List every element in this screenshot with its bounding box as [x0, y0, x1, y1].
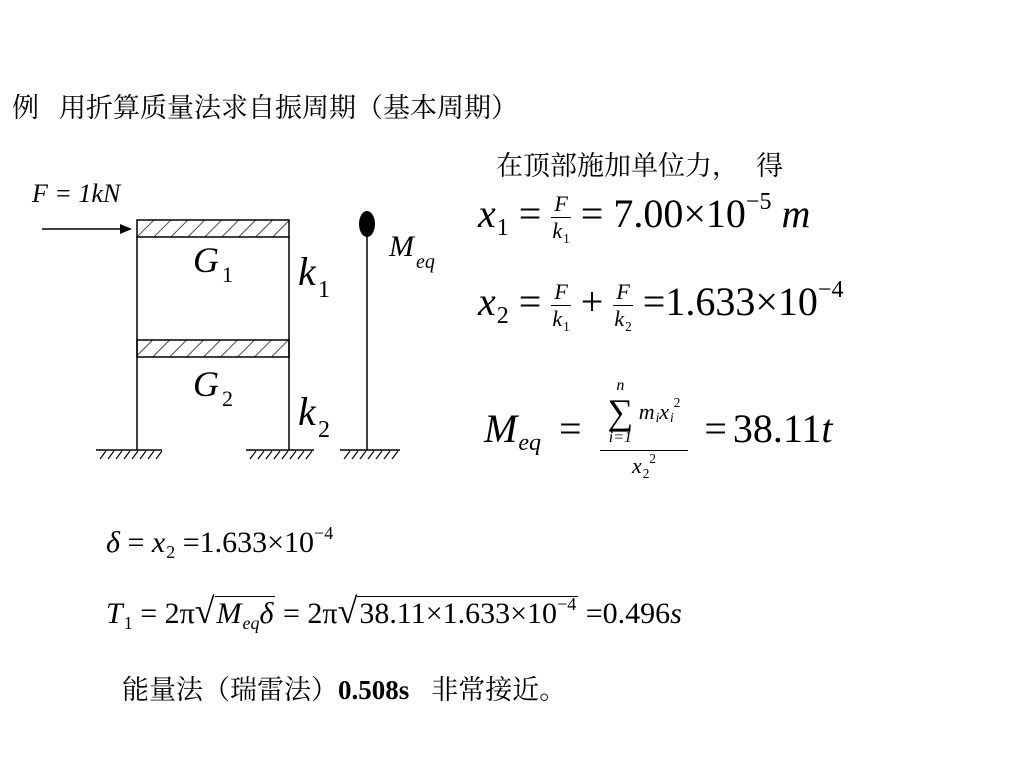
eq3-sum: [608, 378, 634, 446]
k2-label: k: [298, 389, 316, 434]
floor-slab-middle: [137, 340, 289, 357]
k1-subscript: 1: [318, 277, 330, 303]
eq3-equals-2: =: [704, 406, 727, 451]
eq1-frac-den: k: [552, 218, 563, 244]
meq-subscript: eq: [416, 251, 435, 273]
eq3-term-x: x: [659, 399, 670, 424]
equation-x2: [478, 278, 843, 332]
g2-subscript: 2: [222, 386, 233, 411]
eq1-lhs: x: [478, 191, 496, 236]
eq5-two-pi-2: 2π: [307, 597, 338, 630]
eq5-equals: =: [140, 597, 158, 630]
eq4-value: 1.633×10: [199, 526, 315, 559]
eq2-equals-2: =: [642, 279, 666, 324]
eq2-f1-num: F: [551, 279, 570, 306]
conclusion-value: 0.508s: [338, 675, 410, 705]
eq4-lhs: δ: [106, 526, 120, 559]
eq5-root2-exp: −4: [557, 593, 577, 614]
eq3-fraction: [600, 378, 689, 479]
eq3-lhs-group: [484, 405, 541, 457]
eq2-f1-den-sub: 1: [563, 318, 570, 334]
eq4-equals-2: =: [182, 526, 200, 559]
force-arrow-head: [120, 224, 132, 234]
eq3-denominator: [600, 451, 689, 479]
eq5-unit: s: [670, 597, 682, 630]
force-label: F = 1kN: [32, 179, 121, 208]
eq3-sum-sign: ∑: [607, 392, 634, 432]
eq4-x-sub: 2: [166, 542, 176, 563]
conclusion-remark: 非常接近。: [431, 675, 567, 706]
eq3-lhs: M: [484, 406, 518, 451]
equation-delta: [106, 522, 334, 563]
eq2-exponent: −4: [817, 277, 844, 303]
eq1-exponent: −5: [745, 189, 772, 215]
eq2-f2-num: F: [613, 279, 632, 306]
k2-subscript: 2: [318, 417, 330, 443]
eq5-root1-delta: δ: [259, 597, 274, 630]
eq3-term-x-sub: i: [670, 409, 674, 425]
conclusion: [122, 668, 566, 707]
eq5-sqrt-sign-1: √: [194, 591, 215, 631]
eq2-f2-den: k: [614, 306, 625, 332]
eq3-term-m: m: [638, 399, 655, 424]
eq3-term-x-sup: 2: [673, 395, 681, 411]
eq4-x: x: [151, 526, 166, 559]
eq3-sum-top: n: [616, 377, 625, 394]
eq5-root1-m: M: [216, 597, 242, 630]
eq5-value: 0.496: [602, 597, 671, 630]
eq2-fraction-1: [551, 279, 570, 332]
g1-subscript: 1: [222, 262, 233, 287]
eq5-equals-2: =: [282, 597, 300, 630]
equation-x1: [478, 190, 810, 244]
title-text: 用折算质量法求自振周期（基本周期）: [59, 93, 518, 124]
equivalent-mass-ball: [359, 211, 375, 237]
eq2-value: 1.633×10: [665, 279, 818, 324]
eq1-equals: =: [518, 191, 542, 236]
eq4-equals: =: [127, 526, 145, 559]
eq1-lhs-sub: 1: [496, 215, 509, 242]
equation-period: [106, 590, 682, 632]
g1-label: G: [193, 240, 219, 280]
eq1-value: 7.00×10: [613, 191, 746, 236]
eq2-plus: +: [580, 279, 604, 324]
eq1-frac-num: F: [551, 191, 570, 218]
eq5-equals-3: =: [585, 597, 603, 630]
eq3-numerator: [600, 378, 689, 451]
eq2-lhs-sub: 2: [496, 303, 509, 330]
conclusion-method: 能量法（瑞雷法）: [122, 675, 338, 706]
eq2-f1-den: k: [552, 306, 563, 332]
eq1-fraction: [551, 191, 570, 244]
unit-force-note: 在顶部施加单位力， 得: [496, 151, 784, 182]
frame-diagram: [0, 0, 470, 480]
eq3-lhs-sub: eq: [518, 430, 541, 457]
eq5-lhs-sub: 1: [123, 613, 133, 634]
meq-label: M: [389, 230, 414, 263]
floor-slab-top: [137, 220, 289, 237]
eq3-value: 38.11: [732, 406, 822, 451]
eq3-den-sup: 2: [649, 451, 656, 467]
eq3-den-sub: 2: [642, 465, 650, 481]
eq5-radicand-1: [215, 596, 276, 634]
eq3-term-m-sub: i: [655, 409, 660, 425]
eq1-frac-den-sub: 1: [563, 230, 570, 246]
eq5-two-pi: 2π: [164, 597, 195, 630]
g2-label: G: [193, 364, 219, 404]
equation-meq: [484, 378, 833, 479]
eq2-equals: =: [518, 279, 542, 324]
eq2-f2-den-sub: 2: [625, 318, 632, 334]
eq3-equals: =: [558, 406, 582, 451]
eq2-fraction-2: [613, 279, 632, 332]
eq3-sum-bottom: i=1: [608, 429, 632, 446]
eq5-lhs: T: [106, 597, 123, 630]
eq5-root1-sub: eq: [242, 613, 260, 634]
eq4-exponent: −4: [314, 522, 334, 543]
eq5-radicand-2: [357, 593, 578, 630]
eq1-unit: m: [781, 191, 811, 236]
title-lead: 例: [12, 93, 39, 124]
eq2-lhs: x: [478, 279, 496, 324]
k1-label: k: [298, 249, 316, 294]
eq1-equals-2: =: [580, 191, 604, 236]
ground-hatching: [100, 451, 398, 459]
eq3-den-x: x: [631, 453, 642, 478]
eq5-root2: 38.11×1.633×10: [359, 597, 558, 630]
eq3-unit: t: [821, 406, 833, 451]
eq5-sqrt-sign-2: √: [337, 591, 358, 631]
